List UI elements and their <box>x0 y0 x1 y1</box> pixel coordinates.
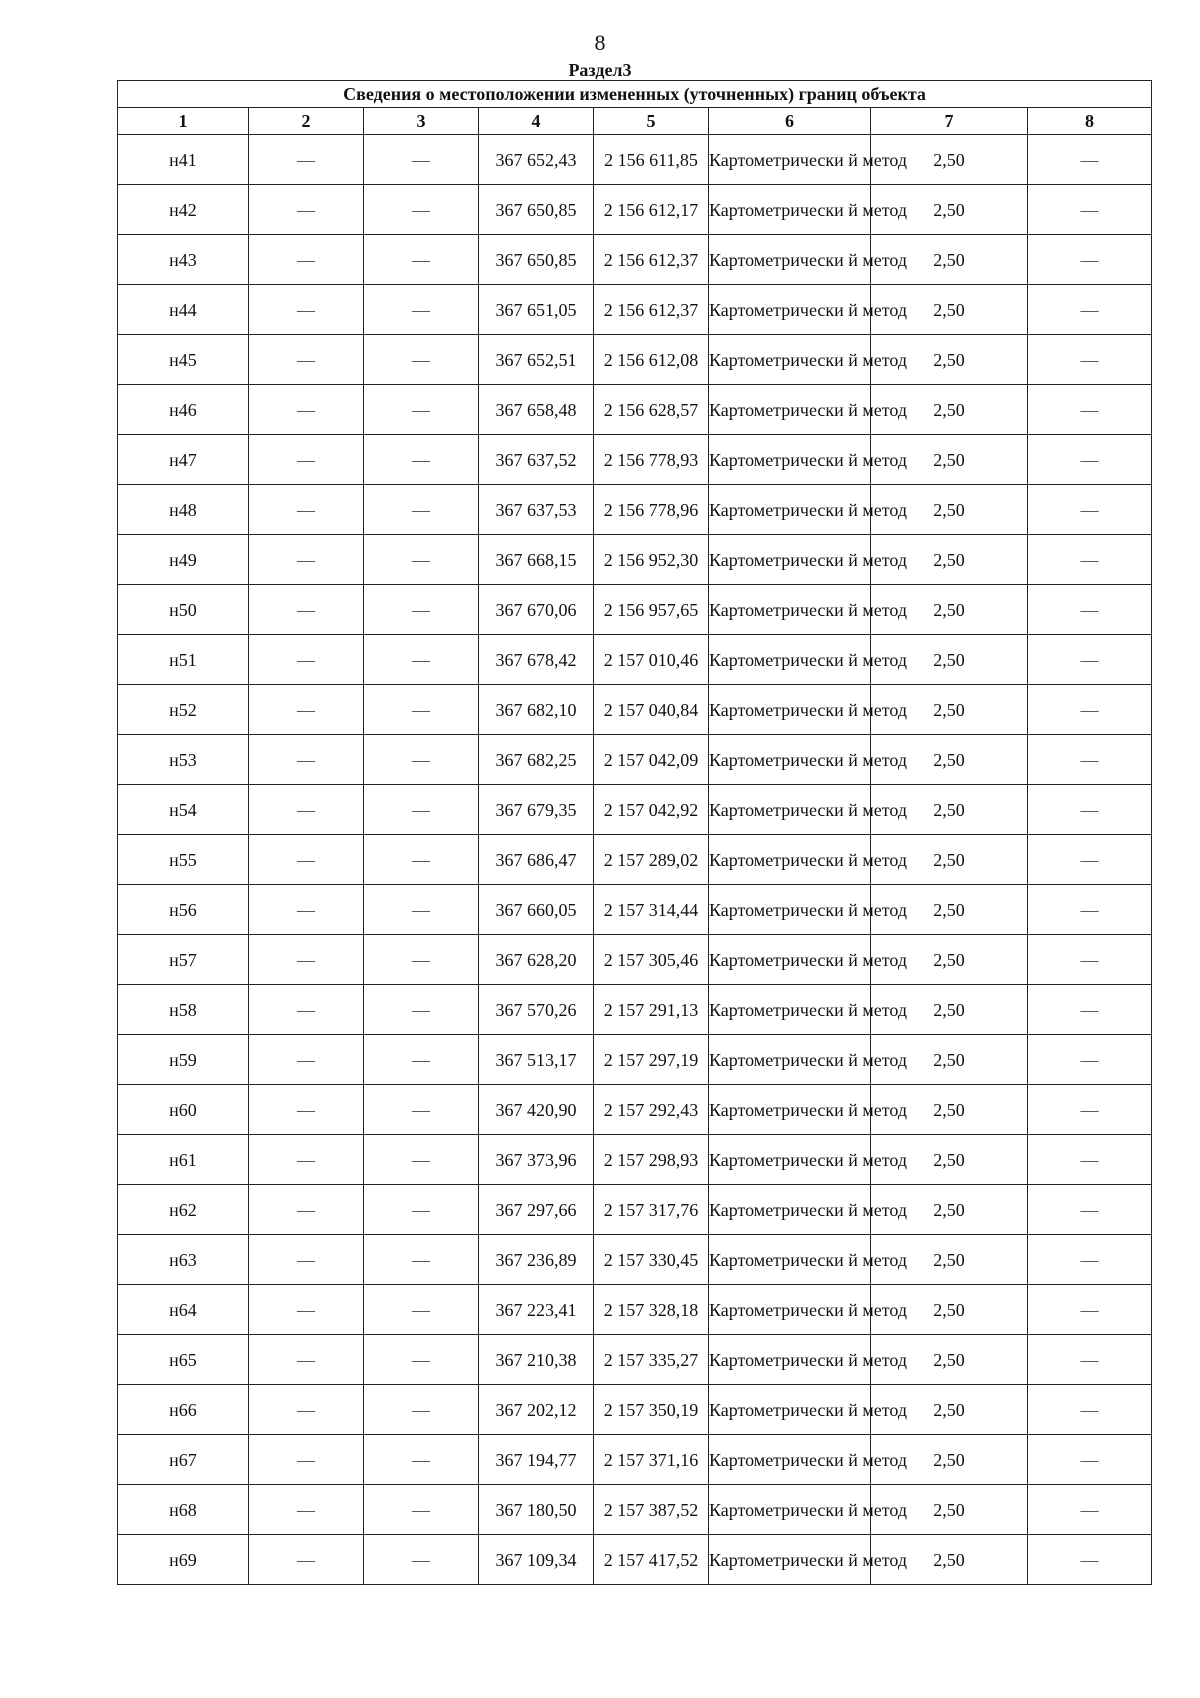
col8-cell: — <box>1028 1135 1152 1185</box>
y-coordinate-cell: 2 157 298,93 <box>594 1135 709 1185</box>
col3-cell: — <box>364 1285 479 1335</box>
y-coordinate-cell: 2 157 042,92 <box>594 785 709 835</box>
col3-cell: — <box>364 1385 479 1435</box>
x-coordinate-cell: 367 651,05 <box>479 285 594 335</box>
col2-cell: — <box>249 1185 364 1235</box>
point-name-cell: н54 <box>118 785 249 835</box>
accuracy-cell: 2,50 <box>871 1385 1028 1435</box>
page-number: 8 <box>594 30 606 55</box>
y-coordinate-cell: 2 156 611,85 <box>594 135 709 185</box>
col2-cell: — <box>249 935 364 985</box>
y-coordinate-cell: 2 156 612,17 <box>594 185 709 235</box>
col3-cell: — <box>364 685 479 735</box>
x-coordinate-cell: 367 686,47 <box>479 835 594 885</box>
point-name-cell: н55 <box>118 835 249 885</box>
x-coordinate-cell: 367 658,48 <box>479 385 594 435</box>
accuracy-cell: 2,50 <box>871 1535 1028 1585</box>
col8-cell: — <box>1028 335 1152 385</box>
point-name-cell: н53 <box>118 735 249 785</box>
col2-cell: — <box>249 885 364 935</box>
point-name-cell: н61 <box>118 1135 249 1185</box>
col8-cell: — <box>1028 435 1152 485</box>
y-coordinate-cell: 2 157 371,16 <box>594 1435 709 1485</box>
accuracy-cell: 2,50 <box>871 835 1028 885</box>
col2-cell: — <box>249 1535 364 1585</box>
col8-cell: — <box>1028 735 1152 785</box>
table-row <box>118 735 1152 785</box>
col8-cell: — <box>1028 585 1152 635</box>
col2-cell: — <box>249 1285 364 1335</box>
col3-cell: — <box>364 135 479 185</box>
point-name-cell: н52 <box>118 685 249 735</box>
table-row <box>118 1235 1152 1285</box>
col8-cell: — <box>1028 1285 1152 1335</box>
col2-cell: — <box>249 235 364 285</box>
col2-cell: — <box>249 1035 364 1085</box>
point-name-cell: н44 <box>118 285 249 335</box>
col8-cell: — <box>1028 1235 1152 1285</box>
x-coordinate-cell: 367 678,42 <box>479 635 594 685</box>
table-row <box>118 235 1152 285</box>
y-coordinate-cell: 2 156 778,96 <box>594 485 709 535</box>
table-row <box>118 1385 1152 1435</box>
col2-cell: — <box>249 1435 364 1485</box>
table-row <box>118 1185 1152 1235</box>
method-cell: Картометрически й метод <box>709 1135 871 1185</box>
accuracy-cell: 2,50 <box>871 1435 1028 1485</box>
x-coordinate-cell: 367 637,52 <box>479 435 594 485</box>
table-row <box>118 635 1152 685</box>
col3-cell: — <box>364 1185 479 1235</box>
col2-cell: — <box>249 1085 364 1135</box>
col3-cell: — <box>364 385 479 435</box>
table-row <box>118 1285 1152 1335</box>
accuracy-cell: 2,50 <box>871 335 1028 385</box>
col2-cell: — <box>249 535 364 585</box>
table-row <box>118 1535 1152 1585</box>
col2-cell: — <box>249 1385 364 1435</box>
col8-cell: — <box>1028 985 1152 1035</box>
col8-cell: — <box>1028 185 1152 235</box>
col2-cell: — <box>249 985 364 1035</box>
accuracy-cell: 2,50 <box>871 385 1028 435</box>
col2-cell: — <box>249 285 364 335</box>
x-coordinate-cell: 367 180,50 <box>479 1485 594 1535</box>
method-cell: Картометрически й метод <box>709 385 871 435</box>
column-header: 1 <box>118 108 249 135</box>
method-cell: Картометрически й метод <box>709 935 871 985</box>
col2-cell: — <box>249 735 364 785</box>
point-name-cell: н56 <box>118 885 249 935</box>
method-cell: Картометрически й метод <box>709 685 871 735</box>
y-coordinate-cell: 2 156 612,08 <box>594 335 709 385</box>
method-cell: Картометрически й метод <box>709 585 871 635</box>
method-cell: Картометрически й метод <box>709 235 871 285</box>
accuracy-cell: 2,50 <box>871 435 1028 485</box>
accuracy-cell: 2,50 <box>871 535 1028 585</box>
y-coordinate-cell: 2 157 317,76 <box>594 1185 709 1235</box>
accuracy-cell: 2,50 <box>871 1235 1028 1285</box>
col3-cell: — <box>364 1235 479 1285</box>
x-coordinate-cell: 367 373,96 <box>479 1135 594 1185</box>
method-cell: Картометрически й метод <box>709 435 871 485</box>
column-header: 3 <box>364 108 479 135</box>
x-coordinate-cell: 367 652,51 <box>479 335 594 385</box>
column-header: 5 <box>594 108 709 135</box>
col8-cell: — <box>1028 885 1152 935</box>
table-row <box>118 835 1152 885</box>
y-coordinate-cell: 2 157 297,19 <box>594 1035 709 1085</box>
point-name-cell: н50 <box>118 585 249 635</box>
method-cell: Картометрически й метод <box>709 1435 871 1485</box>
col8-cell: — <box>1028 1085 1152 1135</box>
accuracy-cell: 2,50 <box>871 735 1028 785</box>
col2-cell: — <box>249 185 364 235</box>
point-name-cell: н64 <box>118 1285 249 1335</box>
accuracy-cell: 2,50 <box>871 1335 1028 1385</box>
method-cell: Картометрически й метод <box>709 135 871 185</box>
column-header: 2 <box>249 108 364 135</box>
table-row <box>118 1435 1152 1485</box>
x-coordinate-cell: 367 682,25 <box>479 735 594 785</box>
point-name-cell: н60 <box>118 1085 249 1135</box>
col2-cell: — <box>249 335 364 385</box>
accuracy-cell: 2,50 <box>871 1485 1028 1535</box>
table-row <box>118 935 1152 985</box>
point-name-cell: н65 <box>118 1335 249 1385</box>
col3-cell: — <box>364 235 479 285</box>
x-coordinate-cell: 367 236,89 <box>479 1235 594 1285</box>
y-coordinate-cell: 2 157 010,46 <box>594 635 709 685</box>
table-row <box>118 385 1152 435</box>
col3-cell: — <box>364 635 479 685</box>
col2-cell: — <box>249 1335 364 1385</box>
method-cell: Картометрически й метод <box>709 1335 871 1385</box>
method-cell: Картометрически й метод <box>709 785 871 835</box>
method-cell: Картометрически й метод <box>709 485 871 535</box>
col3-cell: — <box>364 585 479 635</box>
col2-cell: — <box>249 1485 364 1535</box>
table-row <box>118 435 1152 485</box>
accuracy-cell: 2,50 <box>871 885 1028 935</box>
x-coordinate-cell: 367 420,90 <box>479 1085 594 1135</box>
y-coordinate-cell: 2 157 417,52 <box>594 1535 709 1585</box>
col2-cell: — <box>249 585 364 635</box>
point-name-cell: н42 <box>118 185 249 235</box>
x-coordinate-cell: 367 650,85 <box>479 235 594 285</box>
col2-cell: — <box>249 1235 364 1285</box>
col2-cell: — <box>249 135 364 185</box>
col8-cell: — <box>1028 1435 1152 1485</box>
col8-cell: — <box>1028 1185 1152 1235</box>
col8-cell: — <box>1028 1535 1152 1585</box>
accuracy-cell: 2,50 <box>871 235 1028 285</box>
col3-cell: — <box>364 1435 479 1485</box>
col8-cell: — <box>1028 1485 1152 1535</box>
x-coordinate-cell: 367 570,26 <box>479 985 594 1035</box>
point-name-cell: н47 <box>118 435 249 485</box>
col8-cell: — <box>1028 1335 1152 1385</box>
accuracy-cell: 2,50 <box>871 585 1028 635</box>
method-cell: Картометрически й метод <box>709 1185 871 1235</box>
accuracy-cell: 2,50 <box>871 1085 1028 1135</box>
x-coordinate-cell: 367 210,38 <box>479 1335 594 1385</box>
x-coordinate-cell: 367 668,15 <box>479 535 594 585</box>
point-name-cell: н63 <box>118 1235 249 1285</box>
table-caption: Сведения о местоположении измененных (уточненных) границ объекта <box>118 81 1152 108</box>
method-cell: Картометрически й метод <box>709 985 871 1035</box>
col8-cell: — <box>1028 1035 1152 1085</box>
accuracy-cell: 2,50 <box>871 485 1028 535</box>
y-coordinate-cell: 2 157 350,19 <box>594 1385 709 1435</box>
method-cell: Картометрически й метод <box>709 885 871 935</box>
y-coordinate-cell: 2 157 305,46 <box>594 935 709 985</box>
accuracy-cell: 2,50 <box>871 1135 1028 1185</box>
col3-cell: — <box>364 1335 479 1385</box>
x-coordinate-cell: 367 660,05 <box>479 885 594 935</box>
point-name-cell: н58 <box>118 985 249 1035</box>
method-cell: Картометрически й метод <box>709 285 871 335</box>
method-cell: Картометрически й метод <box>709 1035 871 1085</box>
accuracy-cell: 2,50 <box>871 685 1028 735</box>
accuracy-cell: 2,50 <box>871 185 1028 235</box>
point-name-cell: н48 <box>118 485 249 535</box>
col3-cell: — <box>364 535 479 585</box>
y-coordinate-cell: 2 156 778,93 <box>594 435 709 485</box>
y-coordinate-cell: 2 157 292,43 <box>594 1085 709 1135</box>
col3-cell: — <box>364 335 479 385</box>
table-row <box>118 585 1152 635</box>
x-coordinate-cell: 367 513,17 <box>479 1035 594 1085</box>
y-coordinate-cell: 2 157 042,09 <box>594 735 709 785</box>
column-header: 6 <box>709 108 871 135</box>
col3-cell: — <box>364 885 479 935</box>
col8-cell: — <box>1028 785 1152 835</box>
method-cell: Картометрически й метод <box>709 1385 871 1435</box>
col2-cell: — <box>249 1135 364 1185</box>
point-name-cell: н69 <box>118 1535 249 1585</box>
x-coordinate-cell: 367 670,06 <box>479 585 594 635</box>
point-name-cell: н57 <box>118 935 249 985</box>
point-name-cell: н49 <box>118 535 249 585</box>
table-row <box>118 135 1152 185</box>
col2-cell: — <box>249 785 364 835</box>
col3-cell: — <box>364 485 479 535</box>
method-cell: Картометрически й метод <box>709 635 871 685</box>
col3-cell: — <box>364 785 479 835</box>
section-title: Раздел3 <box>568 60 632 80</box>
col8-cell: — <box>1028 835 1152 885</box>
y-coordinate-cell: 2 157 330,45 <box>594 1235 709 1285</box>
point-name-cell: н59 <box>118 1035 249 1085</box>
x-coordinate-cell: 367 297,66 <box>479 1185 594 1235</box>
table-row <box>118 535 1152 585</box>
col8-cell: — <box>1028 635 1152 685</box>
col3-cell: — <box>364 185 479 235</box>
col8-cell: — <box>1028 485 1152 535</box>
table-row <box>118 785 1152 835</box>
col3-cell: — <box>364 1085 479 1135</box>
col8-cell: — <box>1028 1385 1152 1435</box>
x-coordinate-cell: 367 628,20 <box>479 935 594 985</box>
point-name-cell: н67 <box>118 1435 249 1485</box>
table-row <box>118 1085 1152 1135</box>
x-coordinate-cell: 367 682,10 <box>479 685 594 735</box>
table-row <box>118 985 1152 1035</box>
x-coordinate-cell: 367 223,41 <box>479 1285 594 1335</box>
table-row <box>118 1135 1152 1185</box>
method-cell: Картометрически й метод <box>709 1535 871 1585</box>
accuracy-cell: 2,50 <box>871 635 1028 685</box>
table-row <box>118 335 1152 385</box>
accuracy-cell: 2,50 <box>871 1035 1028 1085</box>
col3-cell: — <box>364 1135 479 1185</box>
table-row <box>118 1035 1152 1085</box>
col3-cell: — <box>364 935 479 985</box>
method-cell: Картометрически й метод <box>709 735 871 785</box>
col3-cell: — <box>364 285 479 335</box>
accuracy-cell: 2,50 <box>871 285 1028 335</box>
x-coordinate-cell: 367 652,43 <box>479 135 594 185</box>
col3-cell: — <box>364 1535 479 1585</box>
method-cell: Картометрически й метод <box>709 1285 871 1335</box>
point-name-cell: н62 <box>118 1185 249 1235</box>
col2-cell: — <box>249 485 364 535</box>
accuracy-cell: 2,50 <box>871 1185 1028 1235</box>
table-body <box>118 135 1152 1585</box>
col8-cell: — <box>1028 535 1152 585</box>
y-coordinate-cell: 2 157 289,02 <box>594 835 709 885</box>
x-coordinate-cell: 367 202,12 <box>479 1385 594 1435</box>
accuracy-cell: 2,50 <box>871 135 1028 185</box>
col8-cell: — <box>1028 935 1152 985</box>
col3-cell: — <box>364 735 479 785</box>
col3-cell: — <box>364 835 479 885</box>
x-coordinate-cell: 367 194,77 <box>479 1435 594 1485</box>
column-header: 8 <box>1028 108 1152 135</box>
point-name-cell: н43 <box>118 235 249 285</box>
y-coordinate-cell: 2 157 335,27 <box>594 1335 709 1385</box>
point-name-cell: н45 <box>118 335 249 385</box>
y-coordinate-cell: 2 156 952,30 <box>594 535 709 585</box>
col8-cell: — <box>1028 135 1152 185</box>
y-coordinate-cell: 2 156 612,37 <box>594 285 709 335</box>
x-coordinate-cell: 367 109,34 <box>479 1535 594 1585</box>
method-cell: Картометрически й метод <box>709 185 871 235</box>
x-coordinate-cell: 367 637,53 <box>479 485 594 535</box>
method-cell: Картометрически й метод <box>709 1485 871 1535</box>
accuracy-cell: 2,50 <box>871 1285 1028 1335</box>
col3-cell: — <box>364 1485 479 1535</box>
y-coordinate-cell: 2 156 612,37 <box>594 235 709 285</box>
y-coordinate-cell: 2 157 040,84 <box>594 685 709 735</box>
col2-cell: — <box>249 435 364 485</box>
table-row <box>118 885 1152 935</box>
col8-cell: — <box>1028 235 1152 285</box>
table-row <box>118 185 1152 235</box>
table-row <box>118 1335 1152 1385</box>
y-coordinate-cell: 2 156 628,57 <box>594 385 709 435</box>
table-row <box>118 485 1152 535</box>
method-cell: Картометрически й метод <box>709 535 871 585</box>
col2-cell: — <box>249 385 364 435</box>
y-coordinate-cell: 2 157 328,18 <box>594 1285 709 1335</box>
point-name-cell: н41 <box>118 135 249 185</box>
y-coordinate-cell: 2 157 387,52 <box>594 1485 709 1535</box>
col2-cell: — <box>249 635 364 685</box>
x-coordinate-cell: 367 650,85 <box>479 185 594 235</box>
accuracy-cell: 2,50 <box>871 985 1028 1035</box>
point-name-cell: н51 <box>118 635 249 685</box>
column-number-row <box>118 108 1152 135</box>
point-name-cell: н66 <box>118 1385 249 1435</box>
method-cell: Картометрически й метод <box>709 1085 871 1135</box>
col3-cell: — <box>364 985 479 1035</box>
point-name-cell: н46 <box>118 385 249 435</box>
col2-cell: — <box>249 835 364 885</box>
accuracy-cell: 2,50 <box>871 935 1028 985</box>
col8-cell: — <box>1028 385 1152 435</box>
table-row <box>118 1485 1152 1535</box>
col8-cell: — <box>1028 685 1152 735</box>
method-cell: Картометрически й метод <box>709 335 871 385</box>
y-coordinate-cell: 2 157 314,44 <box>594 885 709 935</box>
method-cell: Картометрически й метод <box>709 1235 871 1285</box>
boundary-coordinates-table <box>117 80 1152 1585</box>
col2-cell: — <box>249 685 364 735</box>
table-row <box>118 685 1152 735</box>
col8-cell: — <box>1028 285 1152 335</box>
point-name-cell: н68 <box>118 1485 249 1535</box>
method-cell: Картометрически й метод <box>709 835 871 885</box>
x-coordinate-cell: 367 679,35 <box>479 785 594 835</box>
y-coordinate-cell: 2 157 291,13 <box>594 985 709 1035</box>
table-row <box>118 285 1152 335</box>
col3-cell: — <box>364 1035 479 1085</box>
accuracy-cell: 2,50 <box>871 785 1028 835</box>
column-header: 4 <box>479 108 594 135</box>
col3-cell: — <box>364 435 479 485</box>
y-coordinate-cell: 2 156 957,65 <box>594 585 709 635</box>
column-header: 7 <box>871 108 1028 135</box>
